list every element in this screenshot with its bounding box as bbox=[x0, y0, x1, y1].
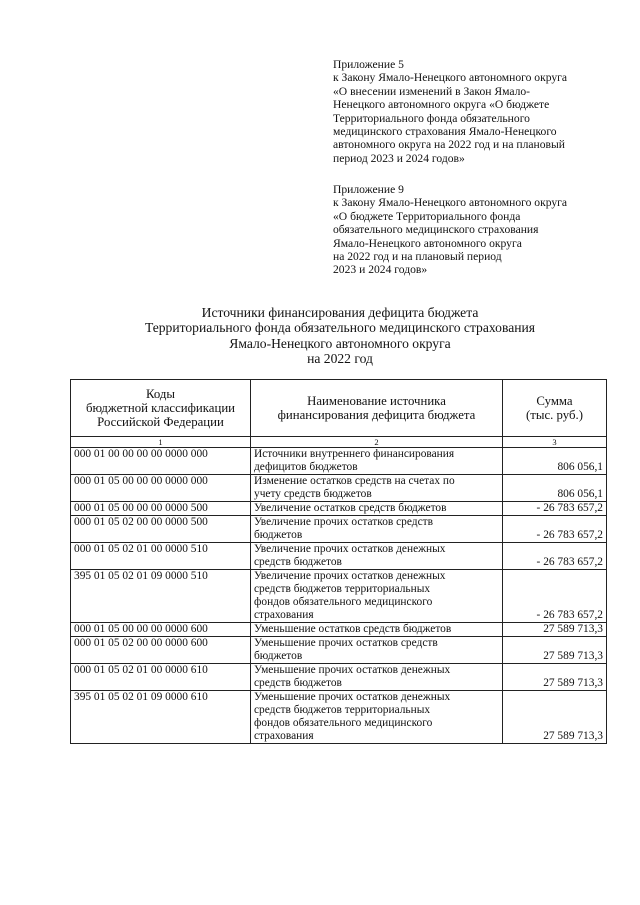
annex-5-line: к Закону Ямало-Ненецкого автономного округа bbox=[333, 71, 568, 85]
annex-9-line: 2023 и 2024 годов» bbox=[333, 263, 428, 277]
column-number: 1 bbox=[71, 437, 251, 448]
financing-sources-table bbox=[70, 379, 607, 744]
annex-9-line: обязательного медицинского страхования bbox=[333, 223, 539, 237]
header-name-line: Наименование источника bbox=[307, 393, 446, 408]
row-name-line: Уменьшение остатков средств бюджетов bbox=[254, 623, 452, 635]
annex-9-line: «О бюджете Территориального фонда bbox=[333, 209, 521, 223]
row-name-line: Увеличение прочих остатков денежных bbox=[254, 570, 446, 582]
annex-5-line: Приложение 5 bbox=[333, 58, 404, 71]
header-sum-line: Сумма bbox=[536, 393, 573, 408]
column-number: 2 bbox=[251, 437, 503, 448]
row-name-line: учету средств бюджетов bbox=[254, 488, 372, 500]
header-sum-line: (тыс. руб.) bbox=[526, 408, 583, 422]
row-sum: 806 056,1 bbox=[503, 448, 607, 475]
row-name-line: Увеличение прочих остатков денежных bbox=[254, 543, 446, 555]
row-code: 000 01 05 02 01 00 0000 610 bbox=[71, 664, 251, 691]
row-name-line: страхования bbox=[254, 609, 314, 621]
header-code-line: Коды bbox=[145, 386, 176, 401]
table-row bbox=[71, 637, 607, 664]
table-header-row bbox=[71, 380, 607, 437]
row-name-line: Увеличение остатков средств бюджетов bbox=[254, 502, 447, 514]
column-number-row bbox=[71, 437, 607, 448]
table-row bbox=[71, 448, 607, 475]
row-sum: 806 056,1 bbox=[503, 475, 607, 502]
row-sum: - 26 783 657,2 bbox=[503, 570, 607, 623]
row-name-line: Уменьшение прочих остатков средств bbox=[254, 637, 438, 649]
table-row bbox=[71, 664, 607, 691]
row-sum: - 26 783 657,2 bbox=[503, 502, 607, 516]
row-name bbox=[251, 664, 503, 691]
header-name bbox=[251, 380, 503, 437]
annex-5-line: медицинского страхования Ямало-Ненецкого bbox=[333, 125, 557, 139]
title-line: Территориального фонда обязательного медицинского страхования bbox=[144, 320, 536, 336]
header-name-line: финансирования дефицита бюджета bbox=[277, 408, 476, 422]
table-row bbox=[71, 623, 607, 637]
row-name-line: средств бюджетов территориальных bbox=[254, 704, 431, 716]
title-line: Ямало-Ненецкого автономного округа bbox=[229, 335, 451, 351]
table-row bbox=[71, 543, 607, 570]
annex-5-line: Ненецкого автономного округа «О бюджете bbox=[333, 98, 550, 112]
row-name bbox=[251, 691, 503, 744]
annex-9-line: к Закону Ямало-Ненецкого автономного округа bbox=[333, 196, 568, 210]
row-name-line: средств бюджетов территориальных bbox=[254, 583, 431, 595]
annex-5-line: Территориального фонда обязательного bbox=[333, 111, 530, 125]
table-row bbox=[71, 502, 607, 516]
row-name bbox=[251, 543, 503, 570]
row-code: 000 01 05 00 00 00 0000 600 bbox=[71, 623, 251, 637]
row-code: 000 01 05 02 01 00 0000 510 bbox=[71, 543, 251, 570]
row-sum: - 26 783 657,2 bbox=[503, 516, 607, 543]
row-sum: 27 589 713,3 bbox=[503, 637, 607, 664]
row-name-line: фондов обязательного медицинского bbox=[254, 717, 433, 729]
row-sum: 27 589 713,3 bbox=[503, 623, 607, 637]
table-row bbox=[71, 475, 607, 502]
row-name bbox=[251, 570, 503, 623]
header-code-line: бюджетной классификации bbox=[85, 400, 236, 415]
row-name-line: средств бюджетов bbox=[254, 556, 342, 568]
annex-5-line: автономного округа на 2022 год и на плановый bbox=[333, 138, 566, 152]
annex-5-line: период 2023 и 2024 годов» bbox=[333, 151, 465, 165]
row-name-line: Увеличение прочих остатков средств bbox=[254, 516, 433, 528]
row-sum: - 26 783 657,2 bbox=[503, 543, 607, 570]
row-name-line: Источники внутреннего финансирования bbox=[254, 448, 455, 460]
title-line: на 2022 год bbox=[307, 351, 373, 367]
header-code bbox=[71, 380, 251, 437]
row-name bbox=[251, 475, 503, 502]
row-name-line: Изменение остатков средств на счетах по bbox=[254, 475, 455, 487]
annex-9-line: на 2022 год и на плановый период bbox=[333, 250, 502, 264]
row-name-line: Уменьшение прочих остатков денежных bbox=[254, 691, 451, 703]
row-name-line: страхования bbox=[254, 730, 314, 742]
row-sum: 27 589 713,3 bbox=[503, 664, 607, 691]
row-name-line: бюджетов bbox=[254, 650, 303, 662]
annex-9-line: Ямало-Ненецкого автономного округа bbox=[333, 236, 522, 250]
document-title bbox=[0, 305, 640, 367]
row-name-line: дефицитов бюджетов bbox=[254, 461, 358, 473]
row-code: 000 01 05 00 00 00 0000 000 bbox=[71, 475, 251, 502]
row-name-line: средств бюджетов bbox=[254, 677, 342, 689]
row-code: 000 01 00 00 00 00 0000 000 bbox=[71, 448, 251, 475]
annex-9-line: Приложение 9 bbox=[333, 183, 404, 196]
row-code: 000 01 05 02 00 00 0000 600 bbox=[71, 637, 251, 664]
row-code: 395 01 05 02 01 09 0000 610 bbox=[71, 691, 251, 744]
title-line: Источники финансирования дефицита бюджета bbox=[201, 305, 479, 320]
annex-5-heading bbox=[333, 58, 623, 165]
row-name bbox=[251, 516, 503, 543]
column-number: 3 bbox=[503, 437, 607, 448]
annex-9-heading bbox=[333, 183, 623, 277]
row-code: 000 01 05 02 00 00 0000 500 bbox=[71, 516, 251, 543]
table-row bbox=[71, 570, 607, 623]
row-name bbox=[251, 448, 503, 475]
header-code-line: Российской Федерации bbox=[97, 415, 224, 430]
row-code: 395 01 05 02 01 09 0000 510 bbox=[71, 570, 251, 623]
row-name-line: бюджетов bbox=[254, 529, 303, 541]
row-name bbox=[251, 623, 503, 637]
row-name bbox=[251, 502, 503, 516]
row-name-line: фондов обязательного медицинского bbox=[254, 596, 433, 608]
row-code: 000 01 05 00 00 00 0000 500 bbox=[71, 502, 251, 516]
row-sum: 27 589 713,3 bbox=[503, 691, 607, 744]
row-name-line: Уменьшение прочих остатков денежных bbox=[254, 664, 451, 676]
annex-5-line: «О внесении изменений в Закон Ямало- bbox=[333, 84, 531, 98]
row-name bbox=[251, 637, 503, 664]
table-row bbox=[71, 516, 607, 543]
table-row bbox=[71, 691, 607, 744]
header-sum bbox=[503, 380, 607, 437]
